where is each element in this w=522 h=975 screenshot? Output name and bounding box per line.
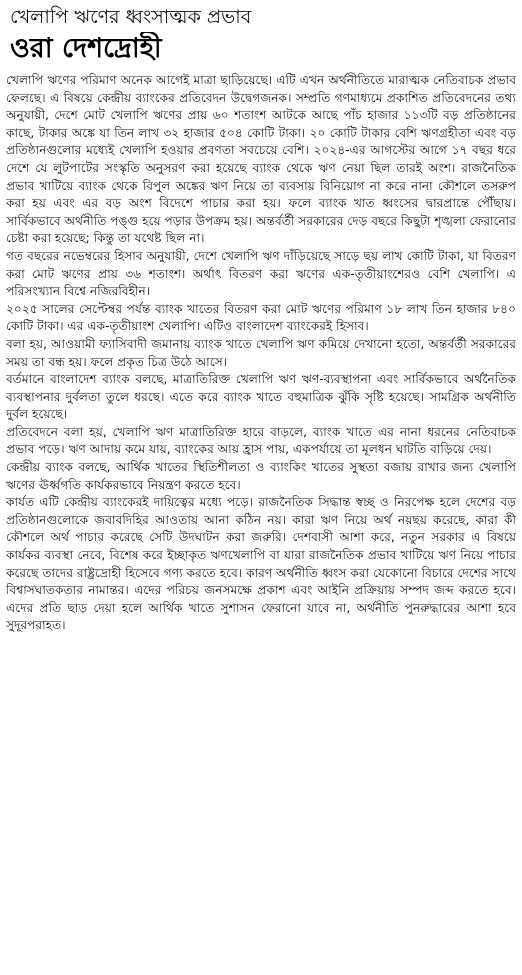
- article-paragraph: কার্যত এটি কেন্দ্রীয় ব্যাংকেরই দায়িত্বের মধ্যে পড়ে। রাজনৈতিক সিদ্ধান্ত স্বচ্ছ ও নিরপেক্ষ হলে দেশের বড় প্রতিষ্ঠানগুলোকে জবাবদিহির আওতায় আনা কঠিন নয়। কারা ঋণ নিয়ে অর্থ নয়ছয় করেছে, কারা কী কৌশলে অর্থ পাচার করেছে সেটি উদঘাটন করা জরুরি। দেশবাসী আশা করে, নতুন সরকার এ বিষয়ে কার্যকর ব্যবস্থা নেবে, বিশেষ করে ইচ্ছাকৃত ঋণখেলাপি বা যারা রাজনৈতিক প্রভাব খাটিয়ে ঋণ নিয়ে পাচার করেছে তাদের রাষ্ট্রদ্রোহী হিসেবে গণ্য করতে হবে। কারণ অর্থনীতি ধ্বংস করা যেকোনো বিচারে দেশের সাথে বিশ্বাসঘাতকতার নামান্তর। এদের পরিচয় জনসমক্ষে প্রকাশ এবং আইনি প্রক্রিয়ায় সম্পদ জব্দ করতে হবে। এদের প্রতি ছাড় দেয়া হলে আর্থিক খাতে সুশাসন ফেরানো যাবে না, অর্থনীতি পুনরুদ্ধারের আশা হবে সুদূরপরাহত।: [6, 495, 516, 633]
- article-paragraph: কেন্দ্রীয় ব্যাংক বলছে, আর্থিক খাতের স্থিতিশীলতা ও ব্যাংকিং খাতের সুস্থতা বজায় রাখার জন্য খেলাপি ঋণের ঊর্ধ্বগতি কার্যকরভাবে নিয়ন্ত্রণ করতে হবে।: [6, 460, 516, 492]
- article-paragraph: প্রতিবেদনে বলা হয়, খেলাপি ঋণ মাত্রাতিরিক্ত হারে বাড়লে, ব্যাংক খাতে এর নানা ধরনের নেতিবাচক প্রভাব পড়ে। ঋণ আদায় কমে যায়, ব্যাংকের আয় হ্রাস পায়, একপর্যায়ে তা মূলধন ঘাটতি বাড়িয়ে দেয়।: [6, 424, 516, 457]
- article-paragraph: বর্তমানে বাংলাদেশ ব্যাংক বলছে, মাত্রাতিরিক্ত খেলাপি ঋণ ঋণ-ব্যবস্থাপনা এবং সার্বিকভাবে অর্থনৈতিক ব্যবস্থাপনার দুর্বলতা তুলে ধরছে। এতে করে ব্যাংক খাতে বহুমাত্রিক ঝুঁকি সৃষ্টি হয়েছে। সামগ্রিক অর্থনীতি দুর্বল হয়েছে।: [6, 372, 516, 422]
- article-paragraph: বলা হয়, আওয়ামী ফ্যাসিবাদী জমানায় ব্যাংক খাতে খেলাপি ঋণ কমিয়ে দেখানো হতো, অন্তর্বর্তী সরকারের সময় তা বন্ধ হয়। ফলে প্রকৃত চিত্র উঠে আসে।: [6, 336, 516, 369]
- article-subtitle: খেলাপি ঋণের ধ্বংসাত্মক প্রভাব: [10, 6, 252, 28]
- article-paragraph: খেলাপি ঋণের পরিমাণ অনেক আগেই মাত্রা ছাড়িয়েছে। এটি এখন অর্থনীতিতে মারাত্মক নেতিবাচক প্রভাব ফেলছে। এ বিষয়ে কেন্দ্রীয় ব্যাংকের প্রতিবেদন উদ্বেগজনক। সম্প্রতি গণমাধ্যমে প্রকাশিত প্রতিবেদনের তথ্য অনুযায়ী, দেশে মোট খেলাপি ঋণের প্রায় ৬০ শতাংশ আটকে আছে পাঁচ হাজার ১১৩টি বড় প্রতিষ্ঠানের কাছে, টাকার অঙ্কে যা তিন লাখ ৩২ হাজার ৫০৪ কোটি টাকা। ২০ কোটি টাকার বেশি ঋণগ্রহীতা এবং বড় প্রতিষ্ঠানগুলোর মধ্যেই খেলাপি হওয়ার প্রবণতা সবচেয়ে বেশি। ২০২৪-এর আগস্টের আগে ১৭ বছর ধরে দেশে যে লুটপাটের সংস্কৃতি অনুসরণ করা হয়েছে ব্যাংক থেকে ঋণ নেয়া ছিল তারই অংশ। রাজনৈতিক প্রভাব খাটিয়ে ব্যাংক থেকে বিপুল অঙ্কের ঋণ নিয়ে তা ব্যবসায় বিনিয়োগ না করে নানা কৌশলে তসরুপ করা হয় এবং এর বড় অংশ বিদেশে পাচার করা হয়। ফলে ব্যাংক খাত ধ্বংসের দ্বারপ্রান্তে পৌঁছায়। সার্বিকভাবে অর্থনীতি পঙ্গু হয়ে পড়ার উপক্রম হয়। অন্তর্বর্তী সরকারের দেড় বছরে কিছুটা শৃঙ্খলা ফেরানোর চেষ্টা করা হয়েছে; কিন্তু তা যথেষ্ট ছিল না।: [6, 73, 516, 246]
- article-paragraph: ২০২৫ সালের সেপ্টেম্বর পর্যন্ত ব্যাংক খাতের বিতরণ করা মোট ঋণের পরিমাণ ১৮ লাখ তিন হাজার ৮৪০ কোটি টাকা। এর এক-তৃতীয়াংশ খেলাপি। এটিও বাংলাদেশ ব্যাংকেরই হিসাব।: [6, 301, 516, 334]
- article-body: [6, 72, 516, 972]
- article-paragraph: গত বছরের নভেম্বরের হিসাব অনুযায়ী, দেশে খেলাপি ঋণ দাঁড়িয়েছে সাড়ে ছয় লাখ কোটি টাকা, যা বিতরণ করা মোট ঋণের প্রায় ৩৬ শতাংশ। অর্থাৎ বিতরণ করা ঋণের এক-তৃতীয়াংশেরও বেশি খেলাপি। এ পরিসংখ্যান বিশ্বে নজিরবিহীন।: [6, 248, 516, 299]
- article-headline: ওরা দেশদ্রোহী: [10, 33, 162, 64]
